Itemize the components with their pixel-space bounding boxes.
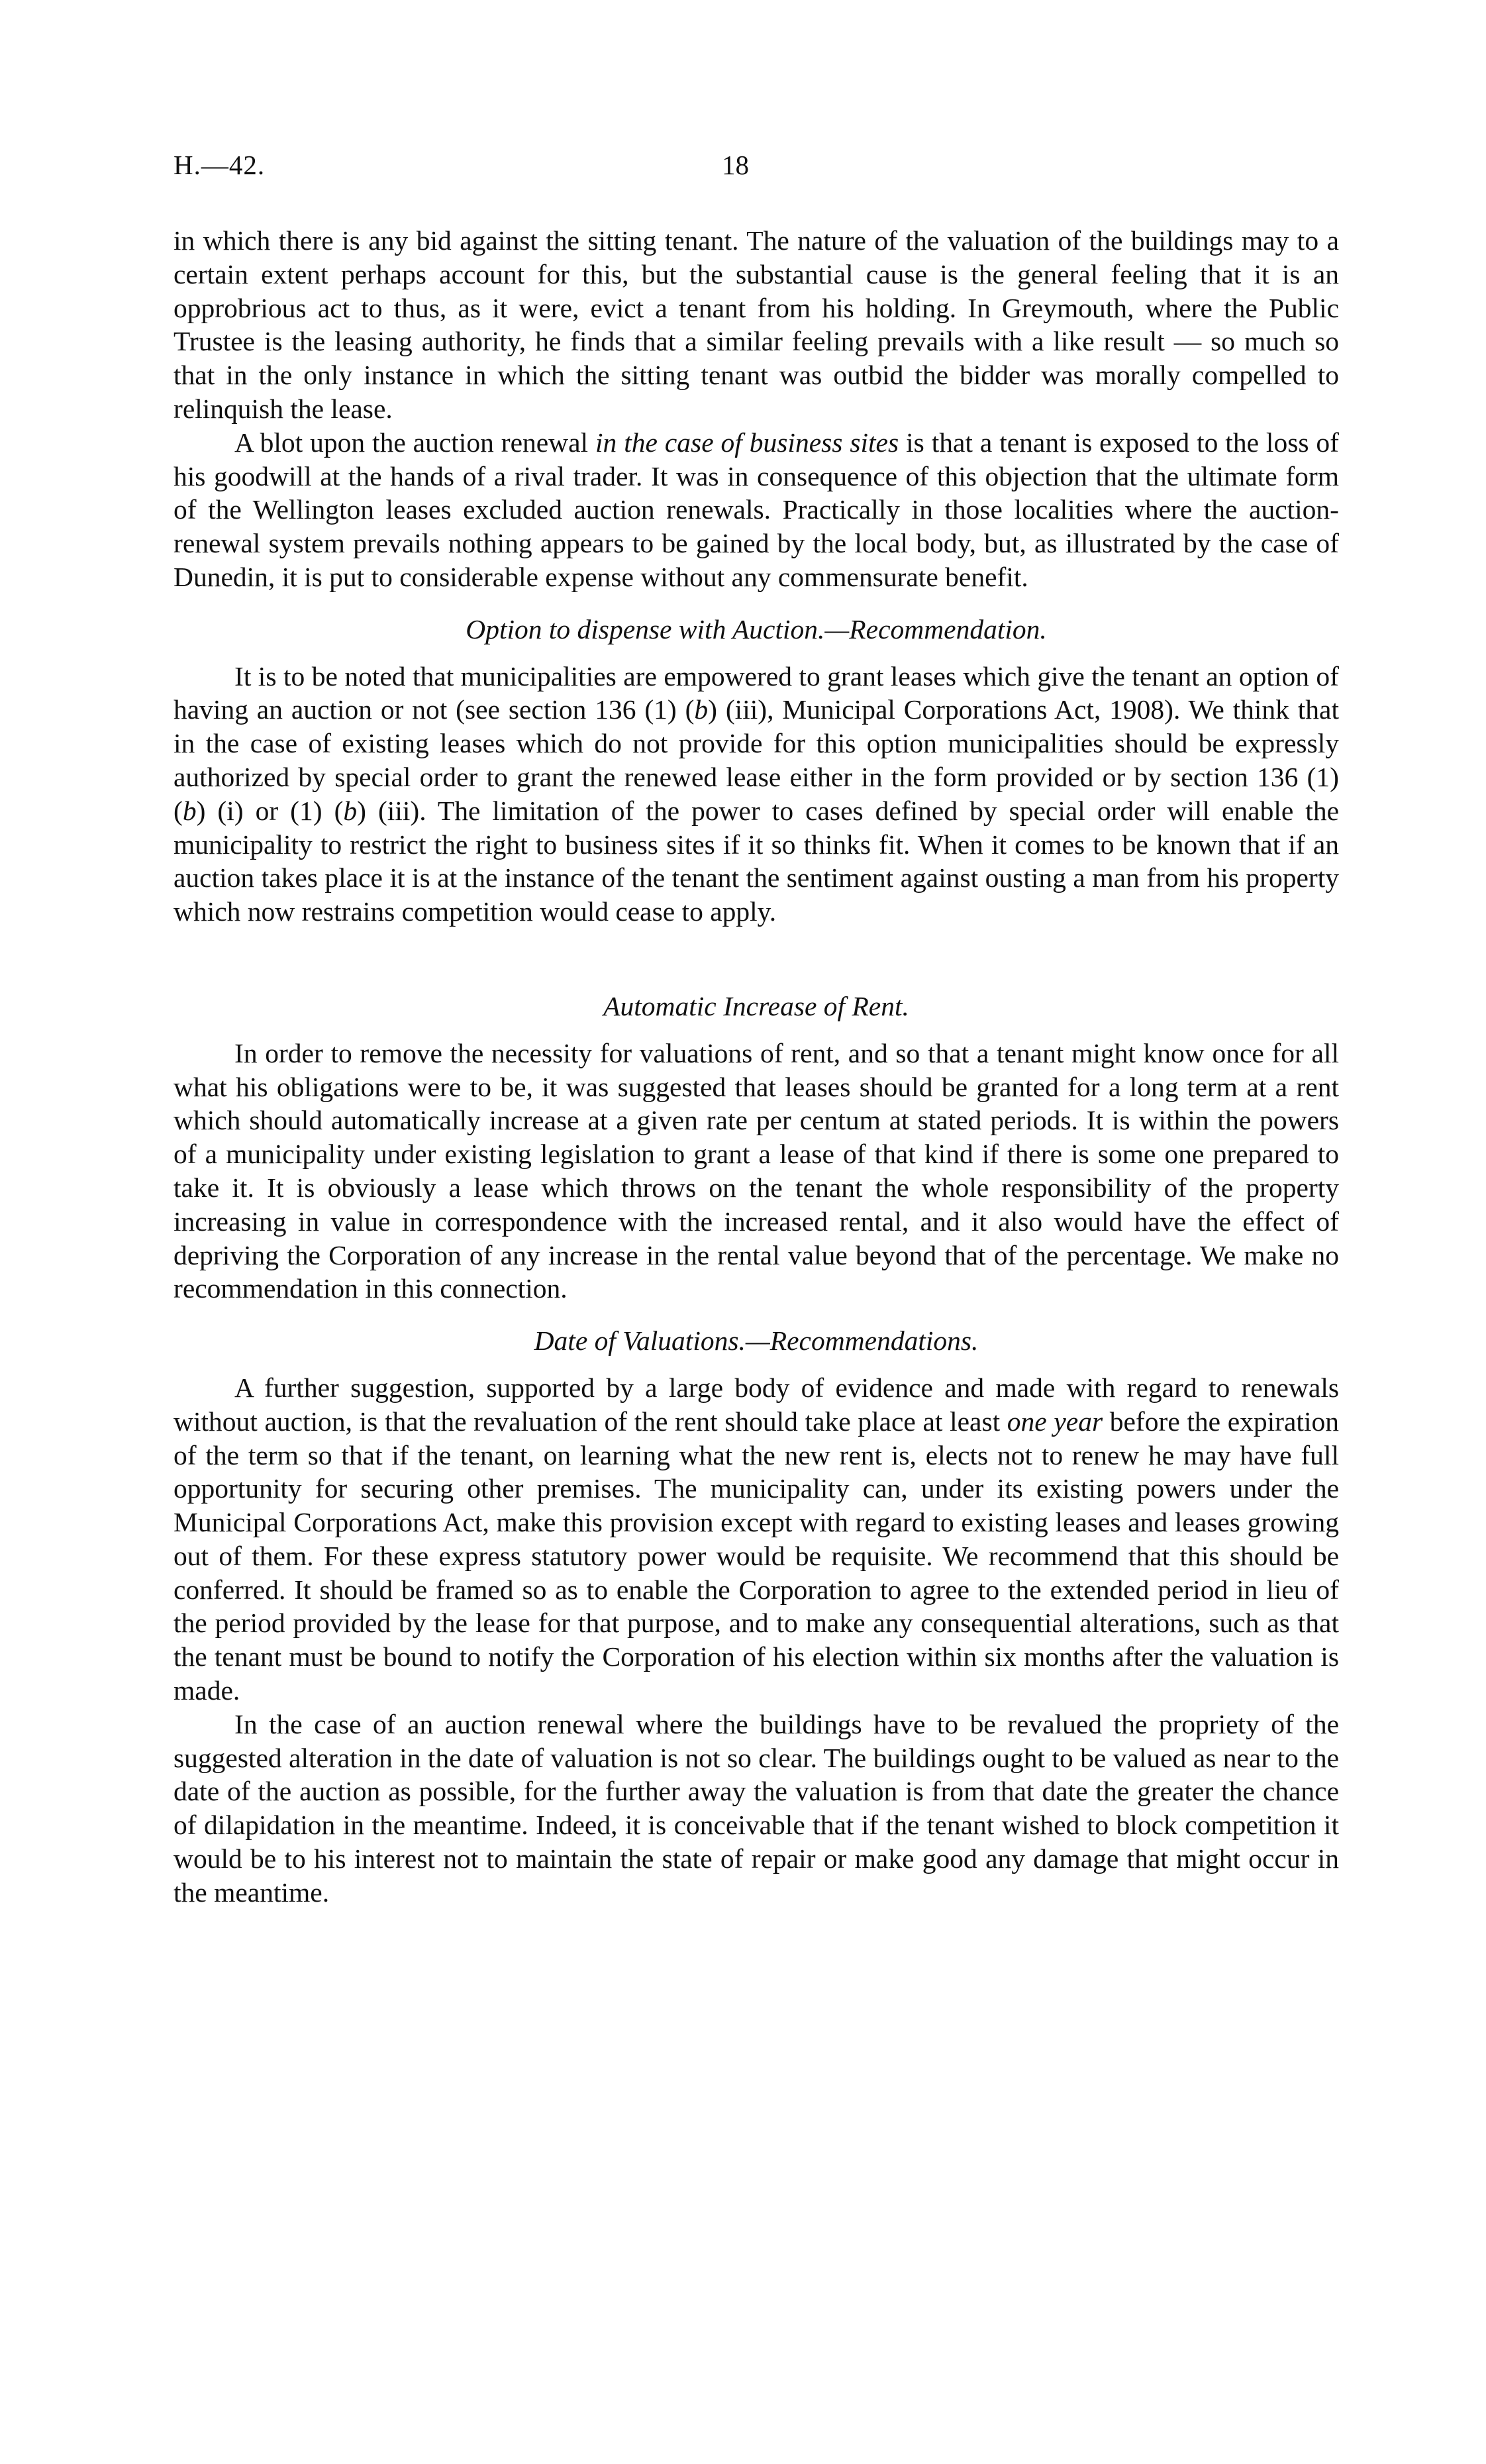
text-run: is that a tenant is exposed to the loss of his goodwill at the hands of a rival trader. It was in consequence of this objection that the ultimate form of the Wellington leases excluded auction renewals. Practically in those localities where the auction-renewal system prevails nothing appears to be gained by the local body, but, as illustrated by the case of Dunedin, it is put to considerable expense without any commensurate benefit. xyxy=(173,427,1340,592)
paragraph-date-of-valuations xyxy=(173,1371,1339,1708)
heading-date-of-valuations: Date of Valuations.—Recommendations. xyxy=(534,1325,979,1357)
emphasis-business-sites: in the case of business sites xyxy=(595,427,899,458)
heading-option-dispense-auction: Option to dispense with Auction.—Recommendation. xyxy=(466,613,1047,644)
body-text xyxy=(173,224,1339,1910)
text-run-italic: b xyxy=(182,795,197,826)
page-header xyxy=(173,149,1339,189)
page-number: 18 xyxy=(722,150,749,180)
text-run: A further suggestion, supported by a large body of evidence and made with regard to renewals without auction, is that the revaluation of the rent should take place at least xyxy=(173,1372,1339,1437)
paragraph-auction-blot xyxy=(173,426,1339,594)
text-run: ) (iii), Municipal Corporations Act, 1908). We think that in the case of existing leases which do not provide for this option municipalities should be expressly authorized by special order to grant the renewed lease either in the form provided or by section 136 (1) ( xyxy=(173,694,1339,826)
emphasis-one-year: one year xyxy=(1007,1406,1103,1437)
text-run: A blot upon the auction renewal xyxy=(234,427,596,458)
text-run: It is to be noted that municipalities are empowered to grant leases which give the tenant an option of having an auction or not (see section 136 (1) ( xyxy=(173,660,1339,725)
paragraph-auction-renewal-valuation: In the case of an auction renewal where the buildings have to be revalued the propriety of the suggested alteration in the date of valuation is not so clear. The buildings ought to be valued as near to the date of the auction as possible, for the further away the valuation is from that date the greater the chance of dilapidation in the meantime. Indeed, it is conceivable that if the tenant wished to block competition it would be to his interest not to maintain the state of repair or make good any damage that might occur in the meantime. xyxy=(173,1708,1339,1908)
document-id: H.—42. xyxy=(173,150,266,180)
paragraph-continuation: in which there is any bid against the sitting tenant. The nature of the valuation of the buildings may to a certain extent perhaps account for this, but the substantial cause is the general feeling that it is an opprobrious act to thus, as it were, evict a tenant from his holding. In Greymouth, where the Public Trustee is the leasing authority, he finds that a similar feeling prevails with a like result — so much so that in the only instance in which the sitting tenant was outbid the bidder was morally compelled to relinquish the lease. xyxy=(173,225,1339,424)
text-run-italic: b xyxy=(694,694,709,725)
text-run: ) (iii). The limitation of the power to cases defined by special order will enable the municipality to restrict the right to business sites if it so thinks fit. When it comes to be known that if an auction takes place it is at the instance of the tenant the sentiment against ousting a man from his property which now restrains competition would cease to apply. xyxy=(173,795,1339,927)
paragraph-automatic-increase: In order to remove the necessity for valuations of rent, and so that a tenant might know once for all what his obligations were to be, it was suggested that leases should be granted for a long term at a rent which should automatically increase at a given rate per centum at stated periods. It is within the powers of a municipality under existing legislation to grant a lease of that kind if there is some one prepared to take it. It is obviously a lease which throws on the tenant the whole responsibility of the property increasing in value in correspondence with the increased rental, and it also would have the effect of depriving the Corporation of any increase in the rental value beyond that of the percentage. We make no recommendation in this connection. xyxy=(173,1037,1339,1304)
text-run: before the expiration of the term so that if the tenant, on learning what the new rent is, elects not to renew he may have full opportunity for securing other premises. The municipality can, under its existing powers under the Municipal Corporations Act, make this provision except with regard to existing leases and leases growing out of them. For these express statutory power would be requisite. We recommend that this should be conferred. It should be framed so as to enable the Corporation to agree to the extended period in lieu of the period provided by the lease for that purpose, and to make any consequential alterations, such as that the tenant must be bound to notify the Corporation of his election within six months after the valuation is made. xyxy=(173,1406,1339,1706)
paragraph-option-auction xyxy=(173,660,1339,929)
heading-automatic-increase-rent: Automatic Increase of Rent. xyxy=(603,990,909,1021)
text-run: ) (i) or (1) ( xyxy=(196,795,344,826)
text-run-italic: b xyxy=(343,795,358,826)
